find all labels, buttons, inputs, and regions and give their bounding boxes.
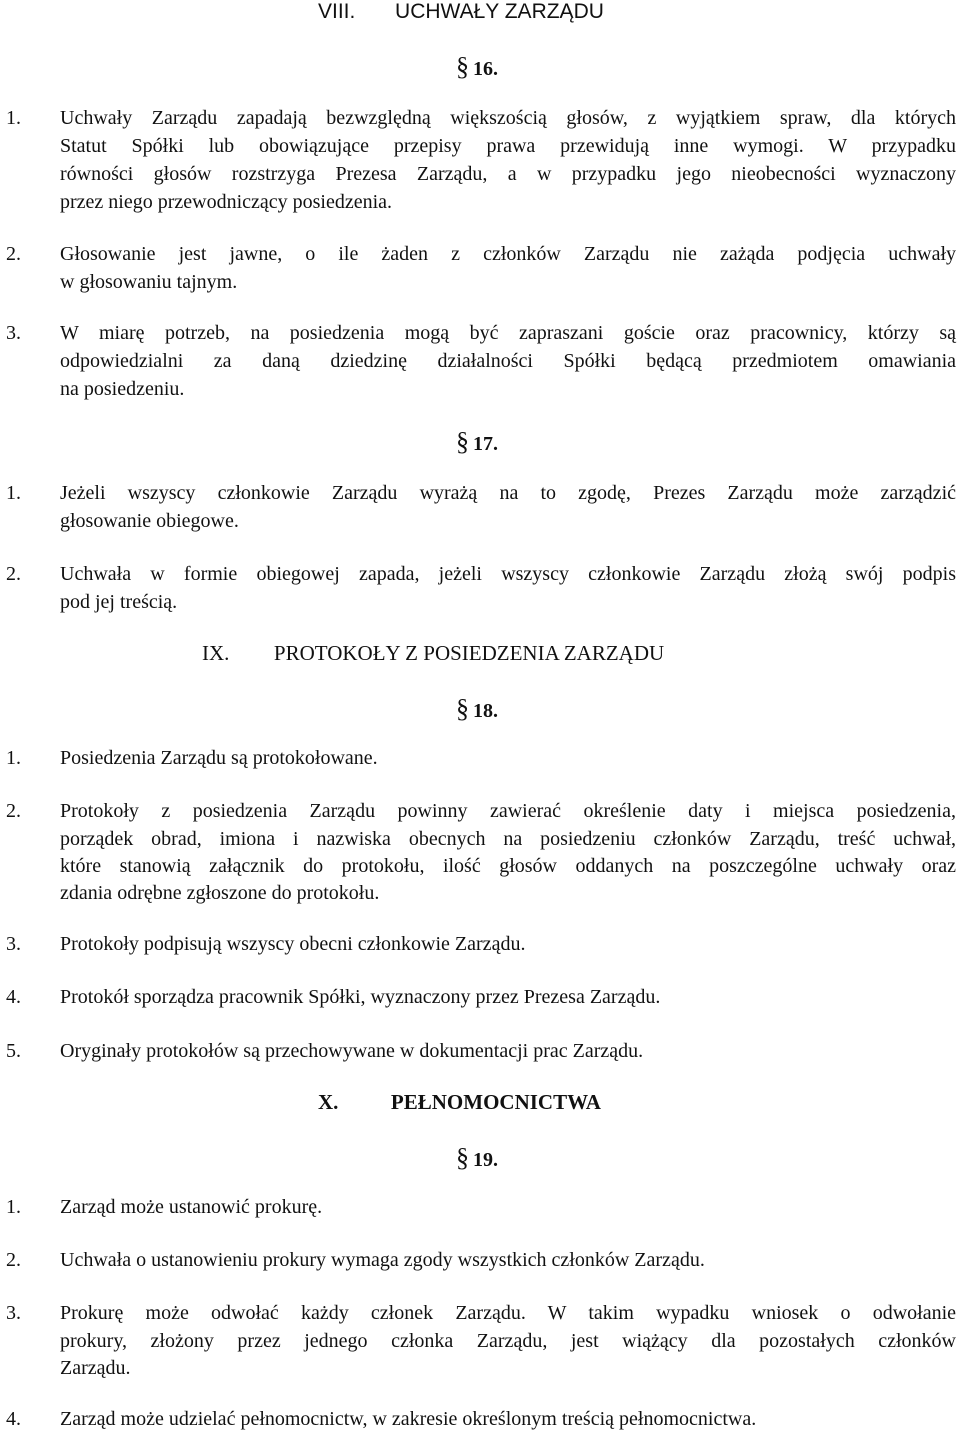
item-text-line: Protokoły podpisują wszyscy obecni członkowie Zarządu. (60, 933, 526, 955)
item-number: 2. (6, 563, 21, 585)
item-text-line: równości głosów rozstrzyga Prezesa Zarządu, a w przypadku jego nieobecności wyznaczony (60, 163, 956, 185)
item-number: 5. (6, 1040, 21, 1062)
section-label: 19. (473, 1149, 498, 1171)
section-symbol: § (456, 52, 469, 81)
item-text-line: zdania odrębne zgłoszone do protokołu. (60, 882, 380, 904)
item-number: 4. (6, 1408, 21, 1430)
chapter-number: IX. (202, 641, 230, 665)
item-number: 1. (6, 107, 21, 129)
item-text-line: Oryginały protokołów są przechowywane w dokumentacji prac Zarządu. (60, 1040, 644, 1062)
item-text-line: W miarę potrzeb, na posiedzenia mogą być zapraszani goście oraz pracownicy, którzy są (60, 322, 956, 344)
section-label: 18. (473, 700, 498, 722)
chapter-title: PEŁNOMOCNICTWA (390, 1090, 601, 1114)
chapter-heading-viii (318, 0, 604, 24)
item-number: 2. (6, 243, 21, 265)
chapter-title: PROTOKOŁY Z POSIEDZENIA ZARZĄDU (273, 641, 665, 665)
item-text-line: odpowiedzialni za daną dziedzinę działalności Spółki będącą przedmiotem omawiania (60, 350, 956, 372)
section-label: 17. (473, 433, 498, 455)
section-heading-19 (456, 1143, 498, 1173)
section-heading-16 (456, 52, 498, 82)
item-text-line: które stanowią załącznik do protokołu, ilość głosów oddanych na poszczególne uchwały oraz (60, 855, 956, 877)
item-text-line: głosowanie obiegowe. (60, 510, 239, 532)
section-heading-18 (456, 694, 498, 724)
item-text-line: Prokurę może odwołać każdy członek Zarządu. W takim wypadku wniosek o odwołanie (60, 1302, 956, 1324)
chapter-number: X. (318, 1090, 339, 1114)
item-number: 2. (6, 800, 21, 822)
item-text-line: Protokół sporządza pracownik Spółki, wyznaczony przez Prezesa Zarządu. (60, 986, 661, 1008)
item-text-line: Zarząd może ustanowić prokurę. (60, 1196, 323, 1218)
chapter-number: VIII. (318, 0, 356, 23)
item-text-line: Protokoły z posiedzenia Zarządu powinny zawierać określenie daty i miejsca posiedzenia, (60, 800, 956, 822)
section-symbol: § (456, 694, 469, 723)
item-text-line: na posiedzeniu. (60, 378, 185, 400)
item-text-line: pod jej treścią. (60, 591, 178, 613)
item-text-line: Uchwały Zarządu zapadają bezwzględną większością głosów, z wyjątkiem spraw, dla których (60, 107, 956, 129)
item-number: 1. (6, 482, 21, 504)
item-text-line: prokury, złożony przez jednego członka Zarządu, jest wiążący dla pozostałych członków (60, 1330, 956, 1352)
item-number: 3. (6, 1302, 21, 1324)
item-text-line: Posiedzenia Zarządu są protokołowane. (60, 747, 378, 769)
chapter-title: UCHWAŁY ZARZĄDU (395, 0, 604, 23)
chapter-heading-ix (202, 641, 664, 666)
item-text-line: Jeżeli wszyscy członkowie Zarządu wyrażą na to zgodę, Prezes Zarządu może zarządzić (60, 482, 956, 504)
item-text-line: Uchwała o ustanowieniu prokury wymaga zgody wszystkich członków Zarządu. (60, 1249, 705, 1271)
item-text-line: Zarząd może udzielać pełnomocnictw, w zakresie określonym treścią pełnomocnictwa. (60, 1408, 757, 1430)
section-heading-17 (456, 427, 498, 457)
section-symbol: § (456, 427, 469, 456)
item-text-line: Zarządu. (60, 1357, 131, 1379)
item-number: 1. (6, 1196, 21, 1218)
item-text-line: Statut Spółki lub obowiązujące przepisy prawa przewidują inne wymogi. W przypadku (60, 135, 956, 157)
item-text-line: w głosowaniu tajnym. (60, 271, 238, 293)
item-number: 3. (6, 322, 21, 344)
item-number: 1. (6, 747, 21, 769)
item-number: 4. (6, 986, 21, 1008)
item-number: 2. (6, 1249, 21, 1271)
chapter-heading-x (318, 1090, 601, 1115)
section-symbol: § (456, 1143, 469, 1172)
section-label: 16. (473, 58, 498, 80)
item-text-line: porządek obrad, imiona i nazwiska obecnych na posiedzeniu członków Zarządu, treść uchwał, (60, 828, 956, 850)
item-number: 3. (6, 933, 21, 955)
item-text-line: Uchwała w formie obiegowej zapada, jeżeli wszyscy członkowie Zarządu złożą swój podpis (60, 563, 956, 585)
item-text-line: Głosowanie jest jawne, o ile żaden z członków Zarządu nie zażąda podjęcia uchwały (60, 243, 956, 265)
item-text-line: przez niego przewodniczący posiedzenia. (60, 191, 393, 213)
